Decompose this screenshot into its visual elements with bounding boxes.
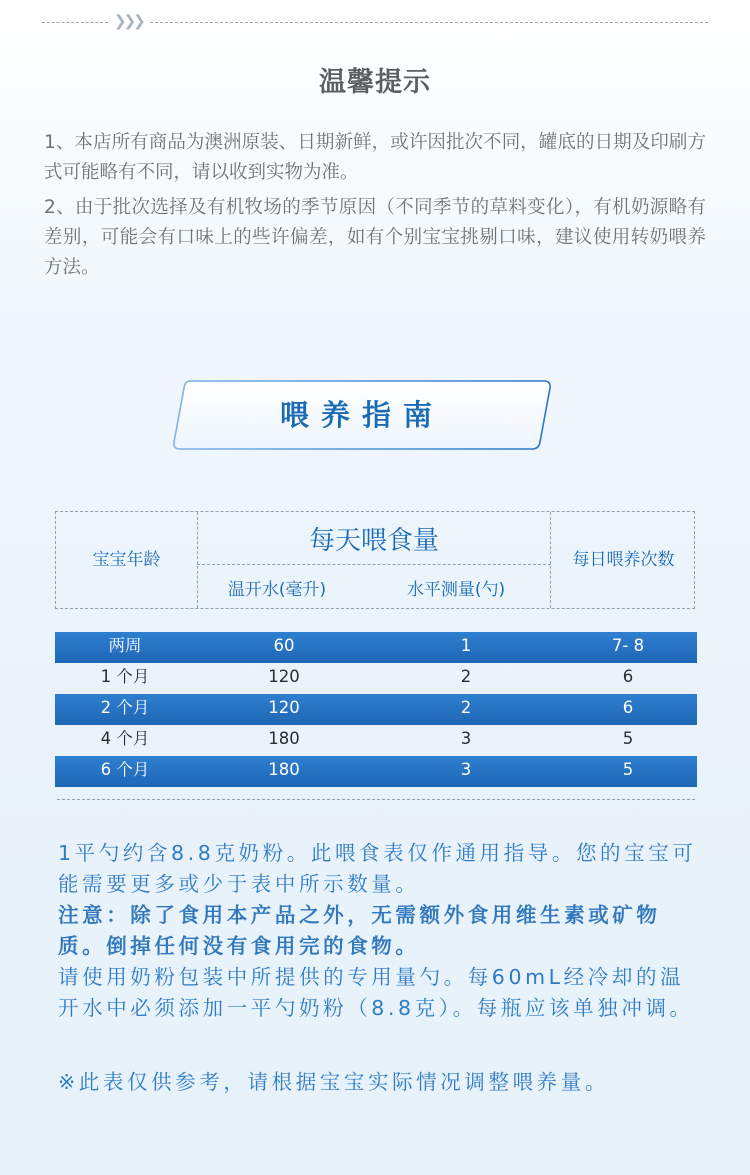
- top-divider: [42, 14, 708, 30]
- notice-paragraph-2: 2、由于批次选择及有机牧场的季节原因（不同季节的草料变化），有机奶源略有差别，可能会有口味上的些许偏差，如有个别宝宝挑剔口味，建议使用转奶喂养方法。: [44, 197, 706, 278]
- note-scoop-info: 1平勺约含8.8克奶粉。此喂食表仅作通用指导。您的宝宝可能需要更多或少于表中所示数量。: [58, 841, 697, 896]
- header-age: 宝宝年龄: [92, 550, 161, 570]
- cell-water: 180: [268, 729, 300, 748]
- guide-banner: [172, 380, 552, 450]
- notice-title: 温馨提示: [319, 67, 431, 98]
- note-reference: ※此表仅供参考，请根据宝宝实际情况调整喂养量。: [58, 1070, 609, 1094]
- notes-block: [58, 838, 698, 1024]
- table-row: [55, 632, 697, 663]
- cell-age: 2 个月: [100, 698, 150, 717]
- cell-scoops: 2: [460, 667, 472, 686]
- note-instruction: 请使用奶粉包装中所提供的专用量勺。每60mL经冷却的温开水中必须添加一平勺奶粉（8.8克）。每瓶应该单独冲调。: [58, 965, 694, 1020]
- cell-scoops: 3: [460, 760, 472, 779]
- table-bottom-rule: [57, 799, 695, 800]
- cell-times: 7- 8: [611, 636, 645, 655]
- cell-age: 4 个月: [100, 729, 150, 748]
- cell-water: 120: [268, 698, 300, 717]
- notice-paragraph-1: 1、本店所有商品为澳洲原装、日期新鲜，或许因批次不同，罐底的日期及印刷方式可能略有不同，请以收到实物为准。: [44, 132, 706, 183]
- table-row: [55, 725, 697, 756]
- table-row: [55, 663, 697, 694]
- cell-times: 5: [622, 760, 634, 779]
- header-scoops: 水平测量(勺): [406, 580, 506, 600]
- cell-water: 60: [273, 636, 295, 655]
- divider-dash-right: [150, 22, 708, 23]
- header-feeds-per-day: 每日喂养次数: [572, 550, 675, 570]
- cell-times: 5: [622, 729, 634, 748]
- chevron-right-icon: ❯❯❯: [114, 12, 143, 30]
- cell-age: 1 个月: [100, 667, 150, 686]
- cell-times: 6: [622, 667, 634, 686]
- cell-times: 6: [622, 698, 634, 717]
- cell-scoops: 1: [460, 636, 472, 655]
- table-row: [55, 756, 697, 787]
- cell-age: 两周: [108, 636, 142, 655]
- header-water: 温开水(毫升): [227, 580, 327, 600]
- note-warning: 注意：除了食用本产品之外，无需额外食用维生素或矿物质。倒掉任何没有食用完的食物。: [58, 903, 661, 958]
- cell-water: 120: [268, 667, 300, 686]
- cell-scoops: 3: [460, 729, 472, 748]
- guide-title: 喂养指南: [279, 398, 444, 432]
- feeding-table-header: [55, 511, 695, 609]
- header-divider: [197, 564, 551, 565]
- table-row: [55, 694, 697, 725]
- divider-dash-left: [42, 22, 108, 23]
- cell-water: 180: [268, 760, 300, 779]
- feeding-table-body: [55, 632, 697, 787]
- cell-age: 6 个月: [100, 760, 150, 779]
- cell-scoops: 2: [460, 698, 472, 717]
- header-daily-amount: 每天喂食量: [308, 526, 439, 556]
